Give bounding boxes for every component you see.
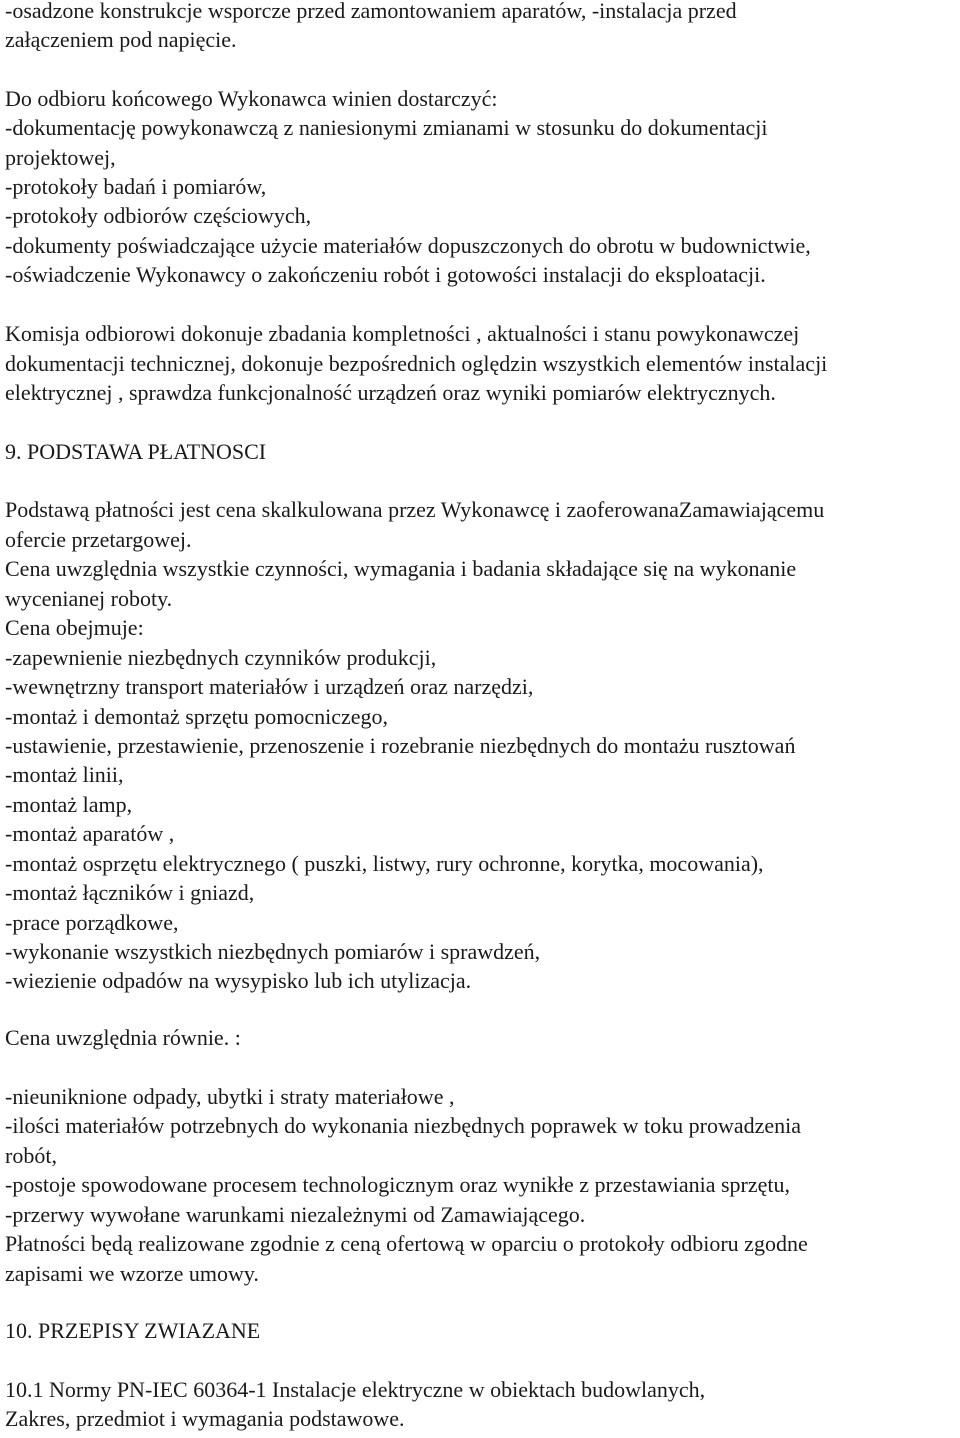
text-line: załączeniem pod napięcie. (5, 27, 237, 52)
list-item: -montaż aparatów , (5, 821, 175, 846)
text-line: wycenianej roboty. (5, 586, 173, 611)
section-heading: 9. PODSTAWA PŁATNOSCI (5, 439, 267, 464)
text-line: -dokumenty poświadczające użycie materiałów dopuszczonych do obrotu w budownictwie, (5, 233, 811, 258)
text-line: robót, (5, 1143, 57, 1168)
text-line: -osadzone konstrukcje wsporcze przed zamontowaniem aparatów, -instalacja przed (5, 0, 737, 23)
text-line: ofercie przetargowej. (5, 527, 192, 552)
section-heading: 10. PRZEPISY ZWIAZANE (5, 1318, 261, 1343)
list-item: -montaż osprzętu elektrycznego ( puszki, listwy, rury ochronne, korytka, mocowania), (5, 851, 764, 876)
list-item: -montaż lamp, (5, 792, 133, 817)
list-item: -postoje spowodowane procesem technologicznym oraz wynikłe z przestawiania sprzętu, (5, 1172, 791, 1197)
text-line: projektowej, (5, 145, 116, 170)
text-line: 10.1 Normy PN-IEC 60364-1 Instalacje elektryczne w obiektach budowlanych, (5, 1377, 706, 1402)
text-line: Cena uwzględnia równie. : (5, 1025, 241, 1050)
text-line: -oświadczenie Wykonawcy o zakończeniu robót i gotowości instalacji do eksploatacji. (5, 262, 766, 287)
text-line: elektrycznej , sprawdza funkcjonalność urządzeń oraz wyniki pomiarów elektrycznych. (5, 380, 776, 405)
list-item: -montaż linii, (5, 762, 124, 787)
text-line: Zakres, przedmiot i wymagania podstawowe. (5, 1406, 405, 1431)
list-item: -wewnętrzny transport materiałów i urządzeń oraz narzędzi, (5, 674, 534, 699)
list-item: -wykonanie wszystkich niezbędnych pomiarów i sprawdzeń, (5, 939, 541, 964)
text-line: -dokumentację powykonawczą z naniesionymi zmianami w stosunku do dokumentacji (5, 115, 768, 140)
list-item: -montaż łączników i gniazd, (5, 880, 255, 905)
text-line: Płatności będą realizowane zgodnie z ceną ofertową w oparciu o protokoły odbioru zgodne (5, 1231, 808, 1256)
text-line: Do odbioru końcowego Wykonawca winien dostarczyć: (5, 86, 498, 111)
text-line: zapisami we wzorze umowy. (5, 1261, 259, 1286)
text-line: Cena obejmuje: (5, 615, 144, 640)
list-item: -montaż i demontaż sprzętu pomocniczego, (5, 704, 389, 729)
list-item: -ilości materiałów potrzebnych do wykonania niezbędnych poprawek w toku prowadzenia (5, 1113, 802, 1138)
list-item: -prace porządkowe, (5, 910, 179, 935)
list-item: -przerwy wywołane warunkami niezależnymi od Zamawiającego. (5, 1202, 586, 1227)
text-line: Cena uwzględnia wszystkie czynności, wymagania i badania składające się na wykonanie (5, 556, 797, 581)
text-line: -protokoły badań i pomiarów, (5, 174, 267, 199)
text-line: Komisja odbiorowi dokonuje zbadania kompletności , aktualności i stanu powykonawczej (5, 321, 800, 346)
list-item: -nieuniknione odpady, ubytki i straty materiałowe , (5, 1084, 455, 1109)
text-line: -protokoły odbiorów częściowych, (5, 203, 312, 228)
list-item: -ustawienie, przestawienie, przenoszenie i rozebranie niezbędnych do montażu rusztowań (5, 733, 796, 758)
list-item: -zapewnienie niezbędnych czynników produkcji, (5, 645, 437, 670)
text-line: dokumentacji technicznej, dokonuje bezpośrednich oględzin wszystkich elementów instalacji (5, 351, 828, 376)
text-line: Podstawą płatności jest cena skalkulowana przez Wykonawcę i zaoferowanaZamawiającemu (5, 497, 825, 522)
list-item: -wiezienie odpadów na wysypisko lub ich utylizacja. (5, 968, 472, 993)
